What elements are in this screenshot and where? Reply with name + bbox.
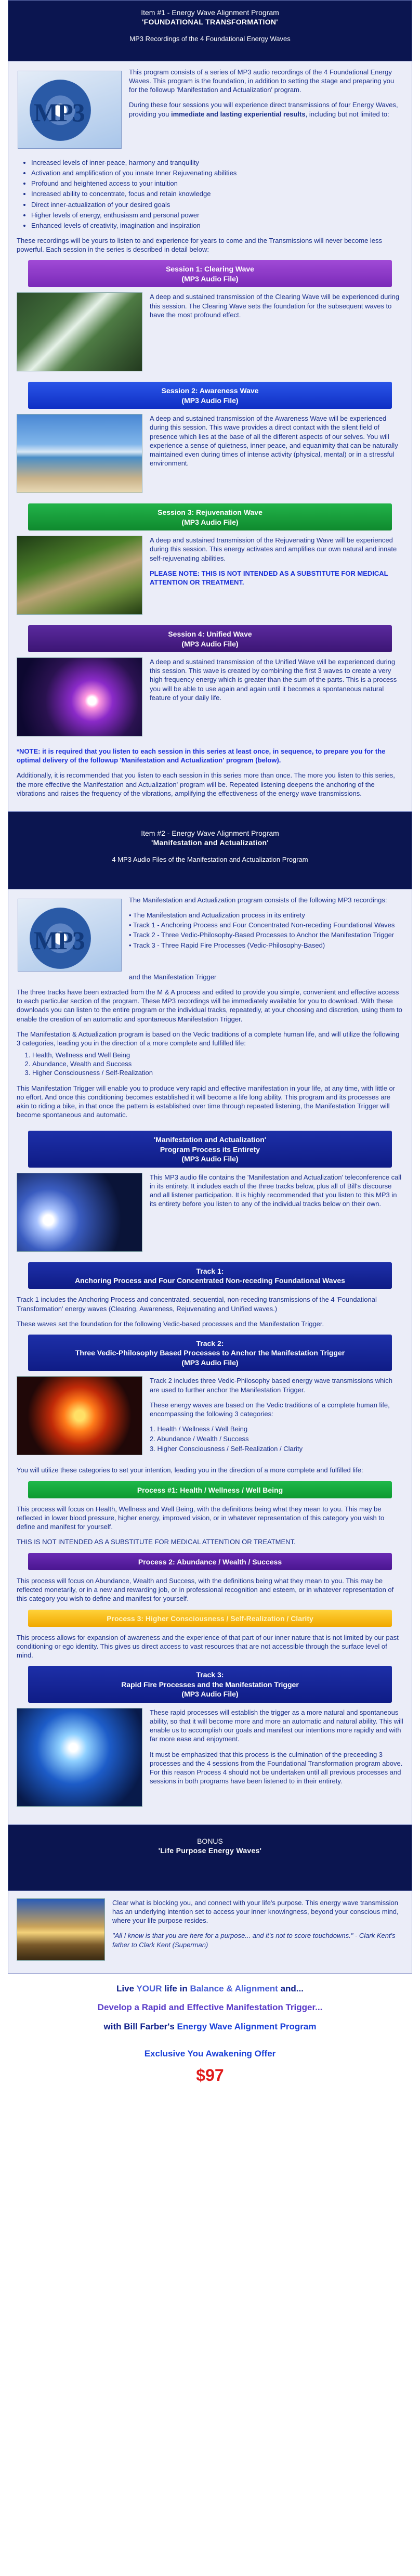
- list-item: • Enhanced levels of creativity, imagination and inspiration: [31, 221, 403, 230]
- track3-text2: It must be emphasized that this process is the culmination of the preceeding 3 processes and the 4 sessions from the Foundational Transformation program above. For this reason Process 4 should not be undertaken until all previous processes and sessions in both programs have been listened to in their entirety.: [150, 1750, 403, 1785]
- item2-title: Item #2 - Energy Wave Alignment Program: [141, 829, 279, 837]
- list-item: 1. Health / Wellness / Well Being: [150, 1425, 248, 1433]
- track3-text1: These rapid processes will establish the trigger as a more natural and spontaneous ability, so that it will become more and more an automatic and natural ability. This will enable us to accomplish our goals and manifest our intentions more rapidly and with far more ease and enjoyment.: [150, 1708, 403, 1743]
- mp3-logo-icon: MP3: [18, 71, 122, 149]
- closing-line2: Develop a Rapid and Effective Manifestation Trigger...: [97, 2002, 323, 2013]
- item1-tagline: MP3 Recordings of the 4 Foundational Energy Waves: [129, 34, 291, 43]
- offer-label: Exclusive You Awakening Offer: [144, 2049, 276, 2059]
- list-item: • Higher levels of energy, enthusiasm and personal power: [31, 211, 403, 219]
- recordings-note: These recordings will be yours to listen to and experience for years to come and the Transmissions will never become less powerful. Each session in the series is described in detail below:: [17, 237, 383, 254]
- list-item: • Increased ability to concentrate, focus and retain knowledge: [31, 189, 403, 198]
- process2-text: This process will focus on Abundance, Wealth and Success, with the definitions being what they mean to you. This may be reflected monetarily, or in a new and rewarding job, or in professional recognition and esteem, or in whatever representation of this category you wish to define and manifest for yourself.: [17, 1577, 394, 1603]
- entirety-section: [17, 1173, 403, 1256]
- session2: [17, 414, 403, 497]
- item1-header: [8, 0, 412, 61]
- list-item: • Activation and amplification of you innate Inner Rejuvenating abilities: [31, 169, 403, 177]
- list-item: • Track 1 - Anchoring Process and Four Concentrated Non-receding Foundational Waves: [129, 921, 395, 929]
- list-item: • Profound and heightened access to your intuition: [31, 179, 403, 188]
- process3-text: This process allows for expansion of awareness and the experience of that part of our inner nature that is not limited by our past conditioning or ego identity. This gives us direct access to vast resources that are not accessible through the surface level of mind.: [17, 1634, 399, 1660]
- benefit-list: [31, 158, 403, 230]
- waterfall-image: [17, 292, 142, 371]
- track3-title-bar: Track 3: Rapid Fire Processes and the Manifestation Trigger (MP3 Audio File): [28, 1666, 392, 1702]
- session3-warning: PLEASE NOTE: THIS IS NOT INTENDED AS A SUBSTITUTE FOR MEDICAL ATTENTION OR TREATMENT.: [150, 569, 388, 586]
- energy-burst-image: [17, 657, 142, 736]
- bonus-panel: [8, 1891, 412, 1974]
- item1-panel: [8, 61, 412, 811]
- list-item: • Direct inner-actualization of your desired goals: [31, 200, 403, 209]
- session4-title-bar: Session 4: Unified Wave (MP3 Audio File): [28, 625, 392, 652]
- list-item: 3. Higher Consciousness / Self-Realization / Clarity: [150, 1445, 303, 1453]
- process1-title-bar: Process #1: Health / Wellness / Well Being: [28, 1481, 392, 1498]
- light-burst-image: [17, 1708, 142, 1807]
- track3-section: [17, 1708, 403, 1811]
- list-item: • Increased levels of inner-peace, harmony and tranquility: [31, 158, 403, 167]
- session3-title-bar: Session 3: Rejuvenation Wave (MP3 Audio File): [28, 503, 392, 530]
- session2-title-bar: Session 2: Awareness Wave (MP3 Audio File): [28, 382, 392, 409]
- session3-text: A deep and sustained transmission of the Rejuvenating Wave will be experienced during this session. This energy activates and amplifies our own natural and innate self-rejuvenating abilities.: [150, 536, 397, 562]
- list-item: • Track 2 - Three Vedic-Philosophy-Based Processes to Anchor the Manifestation Trigger: [129, 931, 395, 939]
- item2-tagline: 4 MP3 Audio Files of the Manifestation and Actualization Program: [112, 855, 308, 863]
- track1-text: Track 1 includes the Anchoring Process and concentrated, sequential, non-receding transmissions of the 4 'Foundational Transformation' energy waves (Clearing, Awareness, Rejuvenating and Unified waves.): [17, 1296, 377, 1313]
- track2-section: [17, 1376, 403, 1459]
- price: $97: [196, 2065, 224, 2085]
- track2-text2: These energy waves are based on the Vedic traditions of a complete human life, encompassing the following 3 categories:: [150, 1401, 390, 1418]
- track1-text2: These waves set the foundation for the following Vedic-based processes and the Manifestation Trigger.: [17, 1319, 324, 1328]
- track1-title-bar: Track 1: Anchoring Process and Four Concentrated Non-receding Foundational Waves: [28, 1262, 392, 1289]
- item2-para1: The three tracks have been extracted from the M & A process and edited to provide you simple, convenient and effective access to each particular section of the program. These MP3 recordings will be immediately available for you to download. With these downloads you can listen to the entire program or the individual tracks, repeatedly, at your choosing and discretion, using them to enable the creation of an automatic and spontaneous Manifestation Trigger.: [17, 988, 402, 1023]
- process2-title-bar: Process 2: Abundance / Wealth / Success: [28, 1553, 392, 1570]
- hand-energy-image: [17, 1173, 142, 1252]
- additional-note: Additionally, it is recommended that you listen to each session in this series more than once. The more you listen to this series, the more effective the Manifestation and Actualization' program will be. Repeated listening deepens the anchoring of the vibrations and raises the frequency of the vibrations, amplifying the effectiveness of the energy wave transmissions.: [17, 771, 395, 797]
- list-item: 3. Higher Consciousness / Self-Realization: [32, 1068, 403, 1077]
- bonus-label: BONUS: [197, 1836, 223, 1845]
- list-item: • The Manifestation and Actualization process in its entirety: [129, 911, 305, 920]
- item2-para3: This Manifestation Trigger will enable you to produce very rapid and effective manifestation in your life, at any time, with little or no effort. And once this conditioning becomes established it will become a life long ability. This program and its processes are akin to riding a bike, in that once the pattern is established over time through repeated listening, the Manifestation Trigger will become spontaneous and automatic.: [17, 1084, 396, 1119]
- session1-title-bar: Session 1: Clearing Wave (MP3 Audio File): [28, 260, 392, 287]
- bonus-header: [8, 1824, 412, 1891]
- closing-line3: with Bill Farber's Energy Wave Alignment Program: [103, 2021, 317, 2031]
- track2-title-bar: Track 2: Three Vedic-Philosophy Based Processes to Anchor the Manifestation Trigger (MP3 Audio File): [28, 1335, 392, 1371]
- item1-title: Item #1 - Energy Wave Alignment Program: [141, 8, 279, 17]
- item2-subtitle: 'Manifestation and Actualization': [151, 838, 269, 847]
- closing-line1: Live YOUR life in Balance & Alignment and...: [116, 1983, 304, 1994]
- item2-panel: [8, 889, 412, 1824]
- session4-text: A deep and sustained transmission of the Unified Wave will be experienced during this session. This wave is created by combining the first 3 waves to create a very high frequency energy which is greater than the sum of the parts. This is a process you will be able to use again and again until it becomes a spontaneous natural feature of your daily life.: [150, 658, 397, 702]
- item1-intro: This program consists of a series of MP3 audio recordings of the 4 Foundational Energy Waves. This program is the foundation, in addition to setting the stage and preparing you for the followup 'Manifestation and Actualization' program.: [129, 68, 395, 94]
- process1-warning: THIS IS NOT INTENDED AS A SUBSTITUTE FOR MEDICAL ATTENTION OR TREATMENT.: [17, 1538, 296, 1546]
- process3-title-bar: Process 3: Higher Consciousness / Self-Realization / Clarity: [28, 1610, 392, 1627]
- item1-intro2: During these four sessions you will experience direct transmissions of four Energy Waves, providing you immediate and lasting experiential results, including but not limited to:: [129, 101, 398, 118]
- session1: [17, 292, 403, 376]
- mp3-logo-icon: MP3: [18, 899, 122, 972]
- item2-intro: The Manifestation and Actualization program consists of the following MP3 recordings:: [129, 896, 387, 904]
- required-note: *NOTE: it is required that you listen to each session in this series at least once, in sequence, to prepare you for the optimal delivery of the followup 'Manifestation and Actualization' program (below).: [17, 747, 386, 765]
- closing-section: [8, 1983, 412, 2086]
- session2-text: A deep and sustained transmission of the Awareness Wave will be experienced during this session. This wave provides a direct contact with the silent field of presence which lies at the base of all the different aspects of our selves. You will experience a sense of quietness, inner peace, and equanimity that can be naturally maintained even during times of intense activity (physical, mental) or in a stressful environment.: [150, 415, 398, 468]
- list-item: 2. Abundance / Wealth / Success: [150, 1435, 249, 1443]
- fire-orb-image: [17, 1376, 142, 1455]
- sunrise-image: [17, 1898, 105, 1961]
- bonus-text: Clear what is blocking you, and connect with your life's purpose. This energy wave transmission has an underlying intention set to access your inner knowingness, beyond your conscious mind, where your life purpose resides.: [112, 1898, 399, 1925]
- item1-subtitle: 'FOUNDATIONAL TRANSFORMATION': [142, 18, 278, 27]
- content-column: [8, 0, 412, 2086]
- list-item: • Track 3 - Three Rapid Fire Processes (Vedic-Philosophy-Based): [129, 941, 325, 949]
- entirety-title-bar: 'Manifestation and Actualization' Program Process its Entirety (MP3 Audio File): [28, 1131, 392, 1167]
- session4: [17, 657, 403, 741]
- list-item: 1. Health, Wellness and Well Being: [32, 1051, 403, 1059]
- item2-para2: The Manifestation & Actualization program is based on the Vedic traditions of a complete human life, and will utilize the following 3 categories, leading you in the direction of a more complete and fulfilled life:: [17, 1030, 400, 1047]
- entirety-text: This MP3 audio file contains the 'Manifestation and Actualization' teleconference call in its entirety. It includes each of the three tracks below, plus all of Bill's discourse and all listener participation. It is highly recommended that you listen to this MP3 in its entirety before you listen to any of the individual tracks below on their own.: [150, 1173, 402, 1208]
- process1-text: This process will focus on Health, Wellness and Well Being, with the definitions being what they mean to you. This may be reflected in lower blood pressure, higher energy, improved vision, or in whatever representation of this category you wish to define and manifest for yourself.: [17, 1505, 385, 1531]
- ocean-image: [17, 414, 142, 493]
- item2-header: [8, 811, 412, 889]
- track2-after: You will utilize these categories to set your intention, leading you in the direction of a more complete and fulfilled life:: [17, 1466, 363, 1474]
- bonus-title: 'Life Purpose Energy Waves': [158, 1846, 262, 1855]
- category-list: [32, 1051, 403, 1077]
- recording-list-tail: and the Manifestation Trigger: [129, 973, 217, 981]
- session1-text: A deep and sustained transmission of the Clearing Wave will be experienced during this session. The Clearing Wave sets the foundation for the subsequent waves to have the most profound effect.: [150, 293, 400, 319]
- bonus-quote: "All I know is that you are here for a purpose... and it's not to score touchdowns." - Clark Kent's father to Clark Kent (Superman): [112, 1932, 396, 1949]
- list-item: 2. Abundance, Wealth and Success: [32, 1059, 403, 1068]
- track2-text1: Track 2 includes three Vedic-Philosophy based energy wave transmissions which are used to further anchor the Manifestation Trigger.: [150, 1377, 393, 1394]
- session3: [17, 536, 403, 619]
- forest-path-image: [17, 536, 142, 615]
